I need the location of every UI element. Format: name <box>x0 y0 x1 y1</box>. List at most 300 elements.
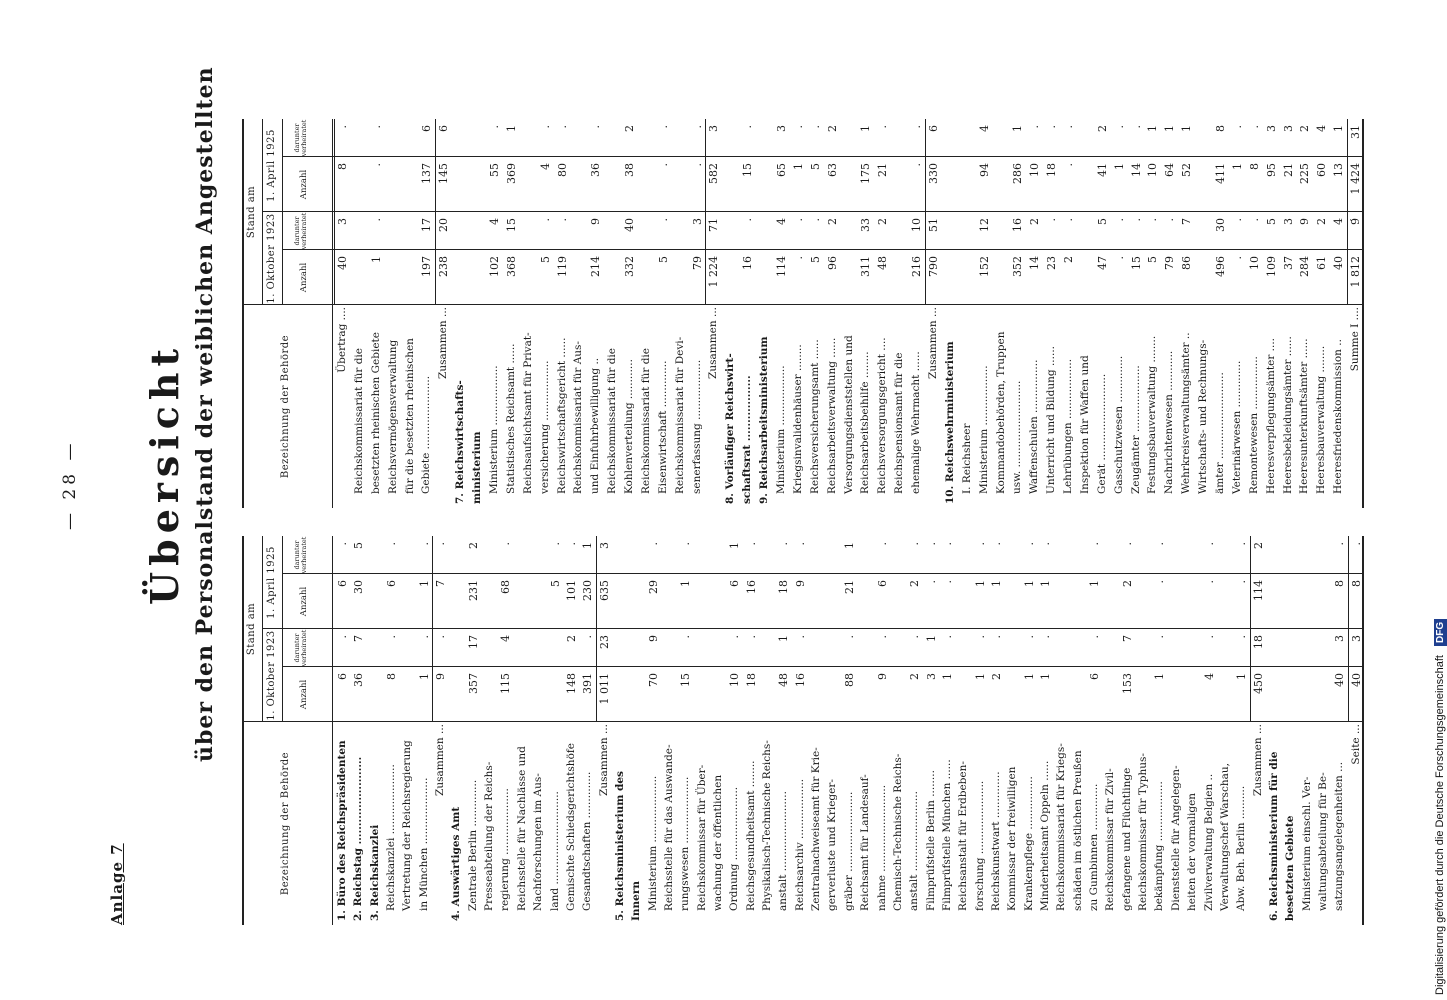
cell-count-1925: 18 <box>777 580 791 594</box>
cell-married-1925: 3 <box>775 125 789 132</box>
cell-count-1923: 40 <box>1332 256 1346 270</box>
column-header-authority: Bezeichnung der Behörde <box>280 751 291 896</box>
column-header-oct-1923: 1. Oktober 1923 <box>266 213 277 304</box>
table-row-label: Heeresbauverwaltung ........ <box>1315 345 1328 494</box>
cell-count-1925: 29 <box>646 580 660 594</box>
column-header-apr-1925: 1. April 1925 <box>266 546 277 619</box>
cell-count-1925: . <box>924 580 938 584</box>
cell-married-1925: . <box>1112 125 1126 129</box>
cell-married-1925: 1 <box>1011 125 1025 132</box>
table-row-label: gräber ........................ <box>842 791 855 911</box>
cell-married-1925: . <box>589 125 603 129</box>
cell-count-1923: 9 <box>875 673 889 680</box>
table-row-label: schäden im östlichen Preußen <box>1071 750 1084 911</box>
table-bottom-rule <box>1362 119 1364 508</box>
cell-count-1925: 5 <box>548 580 562 587</box>
cell-count-1923: 79 <box>690 256 704 270</box>
cell-married-1925: . <box>875 542 889 546</box>
table-row-label: Reichsanstalt für Erdbeben- <box>957 761 970 911</box>
table-top-rule <box>242 119 244 508</box>
cell-married-1923: 18 <box>1251 635 1265 649</box>
cell-married-1925: . <box>1153 542 1167 546</box>
column-header-verheiratet: darunter verheiratet <box>293 536 308 574</box>
table-row-label: Reichsversorgungsgericht .... <box>876 337 889 494</box>
cell-count-1925: 1 <box>679 580 693 587</box>
cell-married-1923: 2 <box>1315 218 1329 225</box>
table-row-label: Ministerium einschl. Ver- <box>1300 776 1313 911</box>
table-row-label: Filmprüfstelle München ...... <box>940 759 953 911</box>
cell-count-1925: 2 <box>908 580 922 587</box>
table-row-label: Ministerium .................. <box>977 365 990 494</box>
cell-married-1923: 9 <box>589 218 603 225</box>
table-row-label: Reichsstelle für das Auswande- <box>662 744 675 911</box>
cell-count-1925: 1 424 <box>1349 163 1363 195</box>
cell-married-1925: . <box>808 125 822 129</box>
cell-married-1925: . <box>1045 125 1059 129</box>
cell-count-1923: 5 <box>538 256 552 263</box>
document-title: Übersicht <box>142 342 187 605</box>
cell-married-1925: . <box>1247 125 1261 129</box>
table-row-label: gefangene und Flüchtlinge <box>1120 767 1133 911</box>
cell-married-1925: 1 <box>728 542 742 549</box>
subtotal-rule <box>925 119 926 305</box>
cell-count-1923: 86 <box>1180 256 1194 270</box>
table-row-label: Lehrübungen .................. <box>1062 358 1075 494</box>
cell-count-1923: 197 <box>420 256 434 277</box>
table-row-label: Reichskommissar für Typhus- <box>1137 753 1150 911</box>
cell-count-1925: 36 <box>589 163 603 177</box>
cell-married-1925: . <box>793 542 807 546</box>
table-row-label: Reichskommissariat für die <box>639 348 652 494</box>
cell-married-1925: . <box>417 542 431 546</box>
cell-married-1925: . <box>548 542 562 546</box>
cell-count-1925: 94 <box>977 163 991 177</box>
cell-married-1923: 2 <box>876 218 890 225</box>
cell-married-1923: 10 <box>910 218 924 232</box>
cell-married-1923: 7 <box>1120 635 1134 642</box>
table-row-label: Wehrkreisverwaltungsämter .. <box>1180 332 1193 494</box>
table-row-label: ministerium <box>471 431 484 504</box>
cell-count-1925: 60 <box>1315 163 1329 177</box>
cell-married-1923: . <box>1088 635 1102 639</box>
cell-count-1925: 411 <box>1214 163 1228 184</box>
table-row-label: Reichsgesundheitsamt ........ <box>744 760 757 911</box>
digitization-note <box>1428 619 1447 995</box>
cell-count-1925: 8 <box>1349 580 1363 587</box>
cell-count-1925: . <box>1202 580 1216 584</box>
cell-married-1923: . <box>1022 635 1036 639</box>
cell-married-1923: . <box>1062 218 1076 222</box>
cell-married-1923: . <box>385 635 399 639</box>
cell-married-1925: 1 <box>1146 125 1160 132</box>
cell-count-1923: 5 <box>656 256 670 263</box>
table-row-label: Reichskommissariat für Kriegs- <box>1055 743 1068 911</box>
table-header-rule <box>332 119 333 508</box>
table-row-label: für die besetzten rheinischen <box>403 338 416 494</box>
cell-count-1923: 70 <box>646 673 660 687</box>
digitization-text: Digitalisierung gefördert durch die Deutsche Forschungsgemeinschaft <box>1434 655 1446 995</box>
cell-married-1925: . <box>1120 542 1134 546</box>
cell-married-1925: . <box>973 542 987 546</box>
cell-count-1923: 357 <box>466 673 480 694</box>
cell-married-1923: . <box>842 635 856 639</box>
cell-count-1925: 582 <box>707 163 721 184</box>
cell-count-1923: 102 <box>487 256 501 277</box>
cell-count-1923: 214 <box>589 256 603 277</box>
cell-count-1923: 109 <box>1264 256 1278 277</box>
cell-married-1923: . <box>1235 635 1249 639</box>
subtotal-rule <box>596 536 597 722</box>
table-row-label: besetzten rheinischen Gebiete <box>369 332 382 494</box>
table-row-label: Veterinärwesen .............. <box>1230 360 1243 494</box>
cell-married-1923: 17 <box>420 218 434 232</box>
cell-count-1925: 114 <box>1251 580 1265 601</box>
cell-married-1923: 3 <box>1349 635 1363 642</box>
table-row-label: Verwaltungschef Warschau, <box>1218 763 1231 911</box>
column-header-anzahl: Anzahl <box>299 679 309 710</box>
cell-married-1923: . <box>973 635 987 639</box>
table-row-label: Abw. Beh. Berlin .......... <box>1235 785 1248 911</box>
cell-married-1923: . <box>1129 218 1143 222</box>
table-row-label: anstalt ........................ <box>777 791 790 911</box>
cell-count-1925: 15 <box>741 163 755 177</box>
cell-married-1925: 1 <box>842 542 856 549</box>
table-row-label: Unterricht und Bildung ...... <box>1045 346 1058 494</box>
column-header-anzahl: Anzahl <box>299 586 309 617</box>
table-row-label: Reichskanzlei ..................... <box>385 764 398 911</box>
cell-count-1925: 41 <box>1095 163 1109 177</box>
cell-count-1923: 284 <box>1298 256 1312 277</box>
cell-married-1923: 5 <box>1264 218 1278 225</box>
cell-married-1925: 1 <box>1163 125 1177 132</box>
cell-count-1923: 5 <box>1146 256 1160 263</box>
header-sub-rule <box>282 119 283 305</box>
cell-married-1925: . <box>336 542 349 546</box>
cell-married-1925: . <box>679 542 693 546</box>
cell-married-1925: 4 <box>977 125 991 132</box>
cell-count-1925: 38 <box>623 163 637 177</box>
cell-married-1923: . <box>1112 218 1126 222</box>
cell-married-1923: 15 <box>504 218 518 232</box>
cell-married-1925: 5 <box>352 542 366 549</box>
cell-married-1925: . <box>336 125 349 129</box>
cell-married-1923: . <box>538 218 552 222</box>
cell-count-1925: 1 <box>791 163 805 170</box>
cell-married-1923: . <box>369 218 383 222</box>
table-row-label: Zusammen ... <box>926 307 939 379</box>
cell-count-1925: 64 <box>1163 163 1177 177</box>
column-header-verheiratet: darunter verheiratet <box>293 629 308 667</box>
table-row-label: Eisenwirtschaft .............. <box>656 360 669 494</box>
table-row-label: 10. Reichswehrministerium <box>943 341 956 504</box>
cell-married-1923: 40 <box>623 218 637 232</box>
table-row-label: Ministerium .................. <box>487 365 500 494</box>
cell-married-1925: . <box>385 542 399 546</box>
cell-count-1923: 37 <box>1281 256 1295 270</box>
cell-count-1923: 3 <box>924 673 938 680</box>
cell-married-1925: 2 <box>1095 125 1109 132</box>
cell-married-1923: 7 <box>352 635 366 642</box>
table-row-label: schaftsrat .................. <box>741 375 754 504</box>
cell-count-1923: 1 <box>940 673 954 680</box>
cell-count-1923: 119 <box>555 256 569 277</box>
cell-count-1925: 30 <box>352 580 366 594</box>
cell-married-1923: . <box>1202 635 1216 639</box>
page-number: — 28 — <box>60 439 80 530</box>
cell-married-1923: . <box>1153 635 1167 639</box>
cell-count-1923: 40 <box>1349 673 1363 687</box>
table-row-label: Vertretung der Reichsregierung <box>401 740 414 911</box>
table-row-label: nahme .......................... <box>875 784 888 911</box>
cell-count-1923: 14 <box>1028 256 1042 270</box>
cell-married-1925: . <box>1028 125 1042 129</box>
cell-married-1925: . <box>791 125 805 129</box>
cell-married-1923: 33 <box>859 218 873 232</box>
table-row-label: Kommandobehörden, Truppen <box>994 331 1007 494</box>
table-row-label: Heeresunterkunftsämter ...... <box>1298 338 1311 494</box>
table-row-label: Zusammen ... <box>707 307 720 379</box>
cell-count-1923: 61 <box>1315 256 1329 270</box>
cell-count-1925: 7 <box>434 580 448 587</box>
cell-count-1925: 5 <box>808 163 822 170</box>
cell-married-1925: . <box>690 125 704 129</box>
cell-count-1925: 65 <box>775 163 789 177</box>
cell-count-1925: 6 <box>875 580 889 587</box>
table-row-label: Gesandtschaften .............. <box>581 771 594 911</box>
cell-count-1925: 230 <box>581 580 595 601</box>
cell-married-1923: 9 <box>1298 218 1312 225</box>
cell-married-1923: . <box>555 218 569 222</box>
column-header-anzahl: Anzahl <box>299 169 309 200</box>
subtotal-rule <box>705 119 706 305</box>
cell-count-1923: 1 <box>973 673 987 680</box>
cell-married-1925: 1 <box>581 542 595 549</box>
table-row-label: Reichskommissariat für die <box>352 348 365 494</box>
table-row-label: 9. Reichsarbeitsministerium <box>758 336 771 504</box>
column-header-oct-1923: 1. Oktober 1923 <box>266 630 277 721</box>
cell-married-1923: 4 <box>487 218 501 225</box>
cell-count-1923: 1 <box>417 673 431 680</box>
cell-married-1923: . <box>808 218 822 222</box>
cell-married-1923: . <box>940 635 954 639</box>
cell-married-1923: . <box>728 635 742 639</box>
cell-count-1925: . <box>940 580 954 584</box>
table-row-label: Physikalisch-Technische Reichs- <box>761 740 774 911</box>
cell-count-1923: 450 <box>1251 673 1265 694</box>
table-row-label: Versorgungsdienststellen und <box>842 335 855 494</box>
column-header-apr-1925: 1. April 1925 <box>266 129 277 202</box>
cell-married-1925: . <box>924 542 938 546</box>
table-row-label: Remontewesen ................ <box>1247 356 1260 494</box>
cell-count-1925: 4 <box>538 163 552 170</box>
table-row-label: regierung .................... <box>499 788 512 911</box>
table-row-label: Zivilverwaltung Belgien .. <box>1202 773 1215 911</box>
cell-married-1925: . <box>538 125 552 129</box>
column-header-verheiratet: darunter verheiratet <box>293 119 308 157</box>
table-header-rule <box>332 536 333 925</box>
cell-married-1923: . <box>1247 218 1261 222</box>
table-row-label: Reichsarchiv .................. <box>793 778 806 911</box>
subtotal-rule <box>334 119 335 305</box>
cell-count-1923: 40 <box>1333 673 1347 687</box>
cell-married-1923: 4 <box>499 635 513 642</box>
cell-married-1925: . <box>777 542 791 546</box>
cell-count-1925: 10 <box>1028 163 1042 177</box>
cell-count-1923: 88 <box>842 673 856 687</box>
table-row-label: Reichsversicherungsamt ...... <box>808 339 821 494</box>
cell-count-1925: 1 <box>1112 163 1126 170</box>
cell-married-1925: . <box>1349 542 1363 546</box>
cell-count-1925: 286 <box>1011 163 1025 184</box>
table-row-label: Dienststelle für Angelegen- <box>1169 765 1182 911</box>
table-row-label: Reichspensionsamt für die <box>893 352 906 494</box>
cell-count-1923: 48 <box>777 673 791 687</box>
table-row-label: Zentralnachweiseamt für Krie- <box>810 747 823 911</box>
cell-count-1923: 4 <box>1202 673 1216 680</box>
cell-count-1925: 21 <box>1281 163 1295 177</box>
table-row-label: Reichsarbeitsbeihilfe ........ <box>859 351 872 494</box>
table-row-label: zu Gumbinnen .............. <box>1088 783 1101 911</box>
cell-married-1923: 51 <box>926 218 940 232</box>
table-row-label: Heeresverpflegungsämter .... <box>1264 337 1277 494</box>
cell-married-1923: 2 <box>1028 218 1042 225</box>
cell-count-1925: 9 <box>793 580 807 587</box>
cell-count-1923: 368 <box>504 256 518 277</box>
cell-count-1925: 95 <box>1264 163 1278 177</box>
cell-count-1925: 21 <box>842 580 856 594</box>
cell-count-1925: 8 <box>336 163 349 170</box>
cell-count-1925: 101 <box>564 580 578 601</box>
cell-married-1923: . <box>908 635 922 639</box>
cell-married-1923: 1 <box>924 635 938 642</box>
cell-count-1923: 391 <box>581 673 595 694</box>
cell-married-1923: . <box>791 218 805 222</box>
cell-count-1923: 311 <box>859 256 873 277</box>
cell-married-1923: 7 <box>1180 218 1194 225</box>
cell-married-1925: 1 <box>504 125 518 132</box>
cell-married-1923: 4 <box>1332 218 1346 225</box>
table-row-label: wachung der öffentlichen <box>712 774 725 911</box>
cell-count-1923: 2 <box>1062 256 1076 263</box>
cell-married-1923: 3 <box>690 218 704 225</box>
table-row-label: 6. Reichsministerium für die <box>1267 751 1280 921</box>
cell-count-1923: 790 <box>926 256 940 277</box>
cell-count-1925: 14 <box>1129 163 1143 177</box>
cell-married-1923: 1 <box>777 635 791 642</box>
cell-count-1923: 9 <box>434 673 448 680</box>
table-row-label: Nachforschungen im Aus- <box>532 773 545 911</box>
table-row-label: Reichskommissariat für Aus- <box>572 341 585 494</box>
cell-married-1925: . <box>741 125 755 129</box>
table-row-label: 5. Reichsministerium des <box>613 771 626 921</box>
cell-count-1923: 1 <box>1153 673 1167 680</box>
cell-count-1925: 10 <box>1146 163 1160 177</box>
cell-married-1923: 30 <box>1214 218 1228 232</box>
cell-married-1925: 1 <box>1180 125 1194 132</box>
cell-married-1925: . <box>908 542 922 546</box>
column-header-stand: Stand am <box>246 602 257 656</box>
table-row-label: Reichsvermögensverwaltung <box>386 339 399 494</box>
table-row-label: Gemischte Schiedsgerichtshöfe <box>564 743 577 911</box>
table-row-label: Reichsaufsichtsamt für Privat- <box>521 332 534 494</box>
cell-married-1925: . <box>487 125 501 129</box>
table-row-label: Heeresbekleidungsämter ...... <box>1281 336 1294 494</box>
column-header-stand: Stand am <box>246 185 257 239</box>
table-row-label: Kohlenverteilung ............ <box>623 359 636 494</box>
cell-married-1923: 3 <box>1333 635 1347 642</box>
cell-count-1923: 36 <box>352 673 366 687</box>
table-row-label: versicherung .................. <box>538 360 551 494</box>
cell-married-1925: 2 <box>1298 125 1312 132</box>
table-top-rule <box>242 536 244 925</box>
cell-married-1923: 9́ <box>1349 218 1363 225</box>
table-row-label: Heeresfriedenskommission .. <box>1332 339 1345 494</box>
cell-married-1925: 3 <box>707 125 721 132</box>
cell-married-1923: 3 <box>1281 218 1295 225</box>
table-row-label: Reichsamt für Landesauf- <box>859 774 872 911</box>
table-row-label: 1. Büro des Reichspräsidenten <box>336 740 348 921</box>
table-row-label: anstalt ........................ <box>908 791 921 911</box>
table-row-label: Zeugämter .................... <box>1129 365 1142 494</box>
cell-married-1925: . <box>1062 125 1076 129</box>
cell-married-1923: . <box>875 635 889 639</box>
cell-count-1923: . <box>791 256 805 260</box>
table-row-label: Reichsarbeitsverwaltung ...... <box>825 337 838 494</box>
cell-count-1925: 1 <box>989 580 1003 587</box>
cell-count-1923: 79 <box>1163 256 1177 270</box>
cell-count-1925: 369 <box>504 163 518 184</box>
annex-label: Anlage 7 <box>108 843 126 925</box>
table-row-label: Reichskunstwart .............. <box>989 771 1002 911</box>
table-row-label: rungswesen .................... <box>679 776 692 911</box>
cell-count-1923: 15 <box>1129 256 1143 270</box>
cell-married-1923: . <box>744 635 758 639</box>
cell-married-1925: . <box>646 542 660 546</box>
cell-married-1925: . <box>910 125 924 129</box>
cell-married-1923: 3 <box>336 218 349 225</box>
cell-count-1925: 145 <box>437 163 451 184</box>
cell-count-1923: 1 <box>1039 673 1053 680</box>
cell-count-1923: 1 812 <box>1349 256 1363 288</box>
cell-married-1925: 1 <box>1332 125 1346 132</box>
table-row-label: Zusammen ... <box>597 724 610 796</box>
table-row-label: 3. Reichskanzlei <box>368 824 381 921</box>
cell-married-1925: 6 <box>437 125 451 132</box>
cell-married-1923: 9 <box>646 635 660 642</box>
cell-married-1925: . <box>1235 542 1249 546</box>
table-row-label: forschung ...................... <box>973 780 986 911</box>
table-row-label: senerfassung .................. <box>690 359 703 494</box>
cell-married-1923: . <box>434 635 448 639</box>
cell-count-1923: 8 <box>385 673 399 680</box>
subtotal-rule <box>1347 119 1348 305</box>
cell-count-1925: 330 <box>926 163 940 184</box>
cell-count-1923: 5 <box>808 256 822 263</box>
table-row-label: Summe I .... <box>1349 307 1362 372</box>
cell-married-1925: . <box>499 542 513 546</box>
cell-married-1923: 5 <box>1095 218 1109 225</box>
cell-married-1925: . <box>1022 542 1036 546</box>
cell-married-1923: . <box>1045 218 1059 222</box>
cell-married-1925: . <box>1039 542 1053 546</box>
cell-count-1925: 225 <box>1298 163 1312 184</box>
cell-count-1925: . <box>910 163 924 167</box>
cell-married-1925: 6 <box>420 125 434 132</box>
cell-count-1925: 1 <box>1039 580 1053 587</box>
cell-count-1923: 18 <box>744 673 758 687</box>
cell-married-1925: 3 <box>597 542 611 549</box>
cell-count-1923: 16 <box>741 256 755 270</box>
